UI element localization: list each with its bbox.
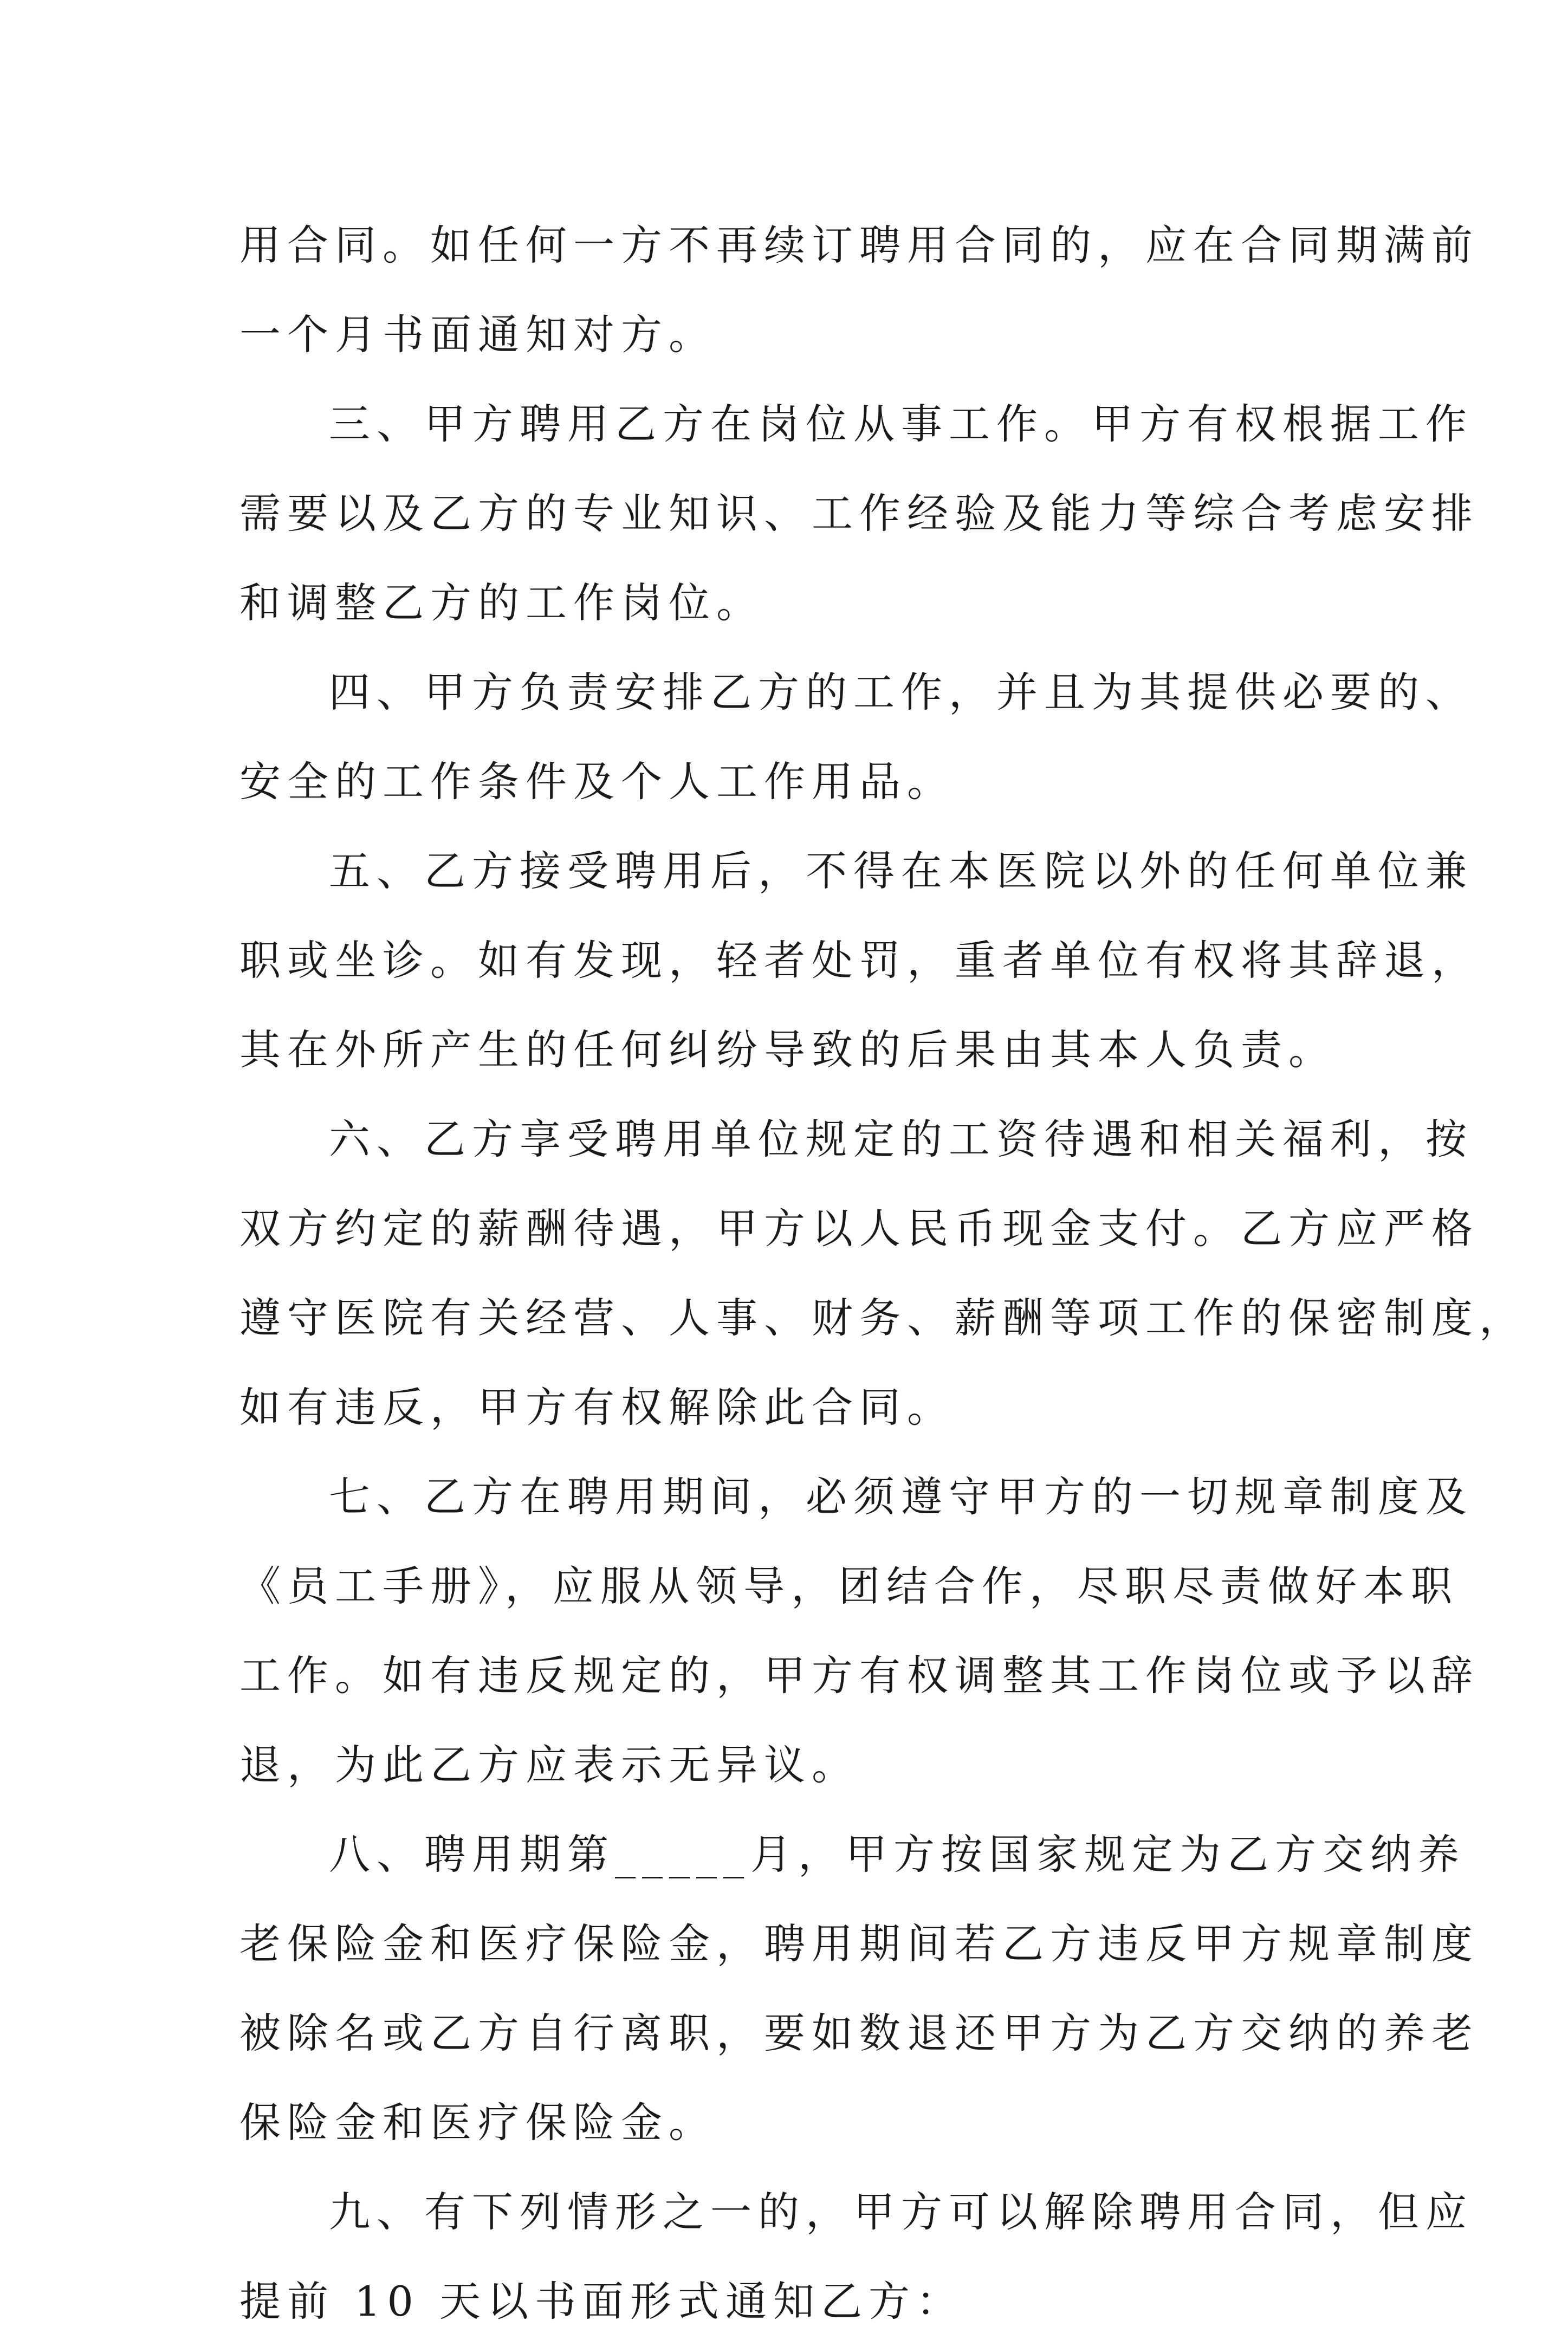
paragraph-clause-5 bbox=[239, 826, 1479, 1094]
text-line: 八、聘用期第_____月，甲方按国家规定为乙方交纳养 bbox=[329, 1830, 1466, 1878]
text-line: 双方约定的薪酬待遇，甲方以人民币现金支付。乙方应严格 bbox=[239, 1204, 1479, 1253]
text-line: 遵守医院有关经营、人事、财务、薪酬等项工作的保密制度， bbox=[239, 1294, 1527, 1342]
paragraph-clause-9 bbox=[239, 2167, 1473, 2346]
text-line: 四、甲方负责安排乙方的工作，并且为其提供必要的、 bbox=[329, 668, 1473, 716]
text-line: 提前 10 天以书面形式通知乙方： bbox=[239, 2277, 964, 2325]
text-line: 老保险金和医疗保险金，聘用期间若乙方违反甲方规章制度 bbox=[239, 1920, 1479, 1968]
text-line: 和调整乙方的工作岗位。 bbox=[239, 579, 764, 627]
text-line: 安全的工作条件及个人工作用品。 bbox=[239, 757, 955, 806]
text-line: 六、乙方享受聘用单位规定的工资待遇和相关福利，按 bbox=[329, 1115, 1473, 1163]
paragraph-contract-renewal bbox=[239, 200, 1479, 379]
document-body bbox=[239, 200, 1527, 2346]
text-line: 三、甲方聘用乙方在岗位从事工作。甲方有权根据工作 bbox=[329, 400, 1473, 448]
text-line: 五、乙方接受聘用后，不得在本医院以外的任何单位兼 bbox=[329, 847, 1473, 895]
paragraph-clause-7 bbox=[239, 1452, 1479, 1810]
text-line: 九、有下列情形之一的，甲方可以解除聘用合同，但应 bbox=[329, 2188, 1473, 2236]
text-line: 如有违反，甲方有权解除此合同。 bbox=[239, 1383, 955, 1431]
text-line: 《员工手册》，应服从领导，团结合作，尽职尽责做好本职 bbox=[239, 1562, 1459, 1610]
paragraph-clause-6 bbox=[239, 1094, 1527, 1452]
text-line: 一个月书面通知对方。 bbox=[239, 310, 716, 359]
text-line: 其在外所产生的任何纠纷导致的后果由其本人负责。 bbox=[239, 1026, 1336, 1074]
text-line: 保险金和医疗保险金。 bbox=[239, 2098, 716, 2147]
text-line: 被除名或乙方自行离职，要如数退还甲方为乙方交纳的养老 bbox=[239, 2009, 1479, 2057]
text-line: 用合同。如任何一方不再续订聘用合同的，应在合同期满前 bbox=[239, 221, 1479, 269]
text-line: 退，为此乙方应表示无异议。 bbox=[239, 1741, 859, 1789]
paragraph-clause-3 bbox=[239, 379, 1479, 647]
text-line: 工作。如有违反规定的，甲方有权调整其工作岗位或予以辞 bbox=[239, 1651, 1479, 1700]
text-line: 七、乙方在聘用期间，必须遵守甲方的一切规章制度及 bbox=[329, 1473, 1473, 1521]
text-line: 需要以及乙方的专业知识、工作经验及能力等综合考虑安排 bbox=[239, 489, 1479, 537]
paragraph-clause-8 bbox=[239, 1810, 1479, 2167]
paragraph-clause-4 bbox=[239, 647, 1473, 826]
text-line: 职或坐诊。如有发现，轻者处罚，重者单位有权将其辞退， bbox=[239, 936, 1479, 984]
